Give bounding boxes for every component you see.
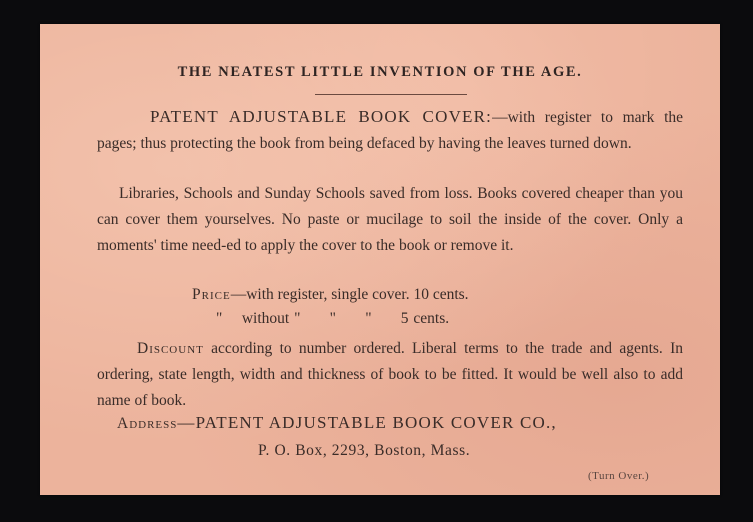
discount-text: according to number ordered. Liberal terms to the trade and agents. In ordering, state length, width and thickness of book to be fitted. It would be well also to add name of book. [97,340,683,409]
headline: THE NEATEST LITTLE INVENTION OF THE AGE. [177,64,583,80]
price-line-single [192,286,469,304]
address-label: Address [117,415,178,432]
product-name: PATENT ADJUSTABLE BOOK COVER: [150,107,493,126]
headline-rule [315,94,467,95]
price-label: Price [192,286,231,303]
address-line [117,413,557,433]
intro-text: —with register to mark the pages; thus protecting the book from being defaced by having the leaves turned down. [97,109,684,152]
discount-label: Discount [137,340,204,357]
turn-over-note: (Turn Over.) [588,470,650,482]
benefits-paragraph: Libraries, Schools and Sunday Schools saved from loss. Books covered cheaper than you can cover them yourselves. No paste or mucilage to soil the inside of the cover. Only a moments' time need-ed to apply the cover to the book or remove it. [97,185,683,254]
discount-paragraph [97,336,683,414]
intro-paragraph [97,104,683,157]
price-with-register: —with register, single cover. 10 cents. [230,286,469,303]
price-line-without: " without " " " 5 cents. [216,310,450,327]
po-box-line: P. O. Box, 2293, Boston, Mass. [258,442,471,459]
company-name: —PATENT ADJUSTABLE BOOK COVER CO., [177,413,557,432]
advertisement-card [40,24,720,495]
